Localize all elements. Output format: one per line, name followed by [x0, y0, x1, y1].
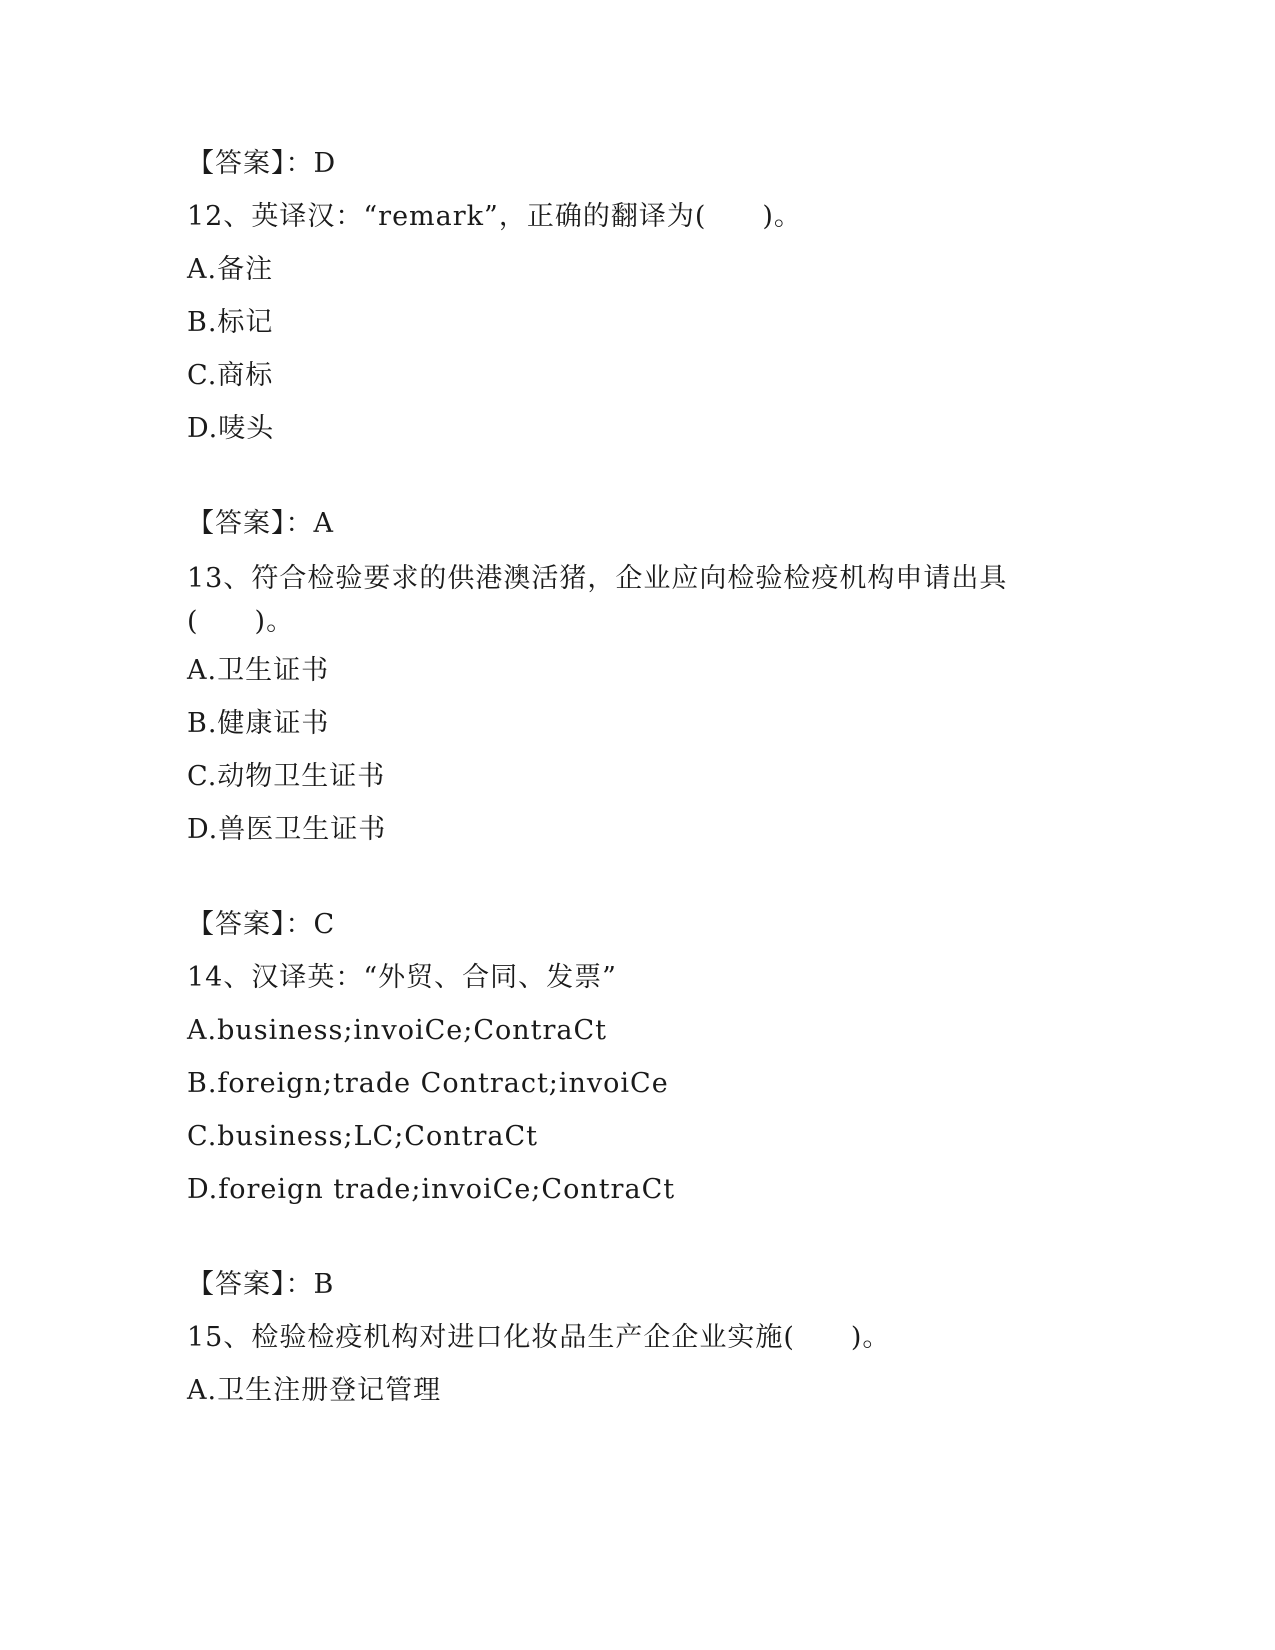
option-c: C.business;LC;ContraCt — [187, 1121, 538, 1152]
question-12: 12、英译汉：“remark”，正确的翻译为( )。 — [187, 201, 802, 232]
option-b: B.标记 — [187, 307, 274, 338]
answer-line: 【答案】：D — [187, 148, 337, 179]
option-d: D.兽医卫生证书 — [187, 814, 387, 845]
option-c: C.动物卫生证书 — [187, 761, 386, 792]
option-a: A.卫生注册登记管理 — [187, 1375, 442, 1406]
option-a: A.business;invoiCe;ContraCt — [187, 1015, 607, 1046]
option-b: B.foreign;trade Contract;invoiCe — [187, 1068, 669, 1099]
option-d: D.唛头 — [187, 413, 275, 444]
question-15: 15、检验检疫机构对进口化妆品生产企企业实施( )。 — [187, 1322, 891, 1353]
option-a: A.卫生证书 — [187, 655, 330, 686]
option-b: B.健康证书 — [187, 708, 330, 739]
option-a: A.备注 — [187, 254, 274, 285]
question-14: 14、汉译英：“外贸、合同、发票” — [187, 962, 617, 993]
option-d: D.foreign trade;invoiCe;ContraCt — [187, 1174, 676, 1205]
answer-line: 【答案】：C — [187, 909, 336, 940]
answer-line: 【答案】：B — [187, 1269, 335, 1300]
option-c: C.商标 — [187, 360, 274, 391]
question-13: 13、符合检验要求的供港澳活猪，企业应向检验检疫机构申请出具( )。 — [187, 563, 1008, 637]
answer-line: 【答案】：A — [187, 508, 334, 539]
